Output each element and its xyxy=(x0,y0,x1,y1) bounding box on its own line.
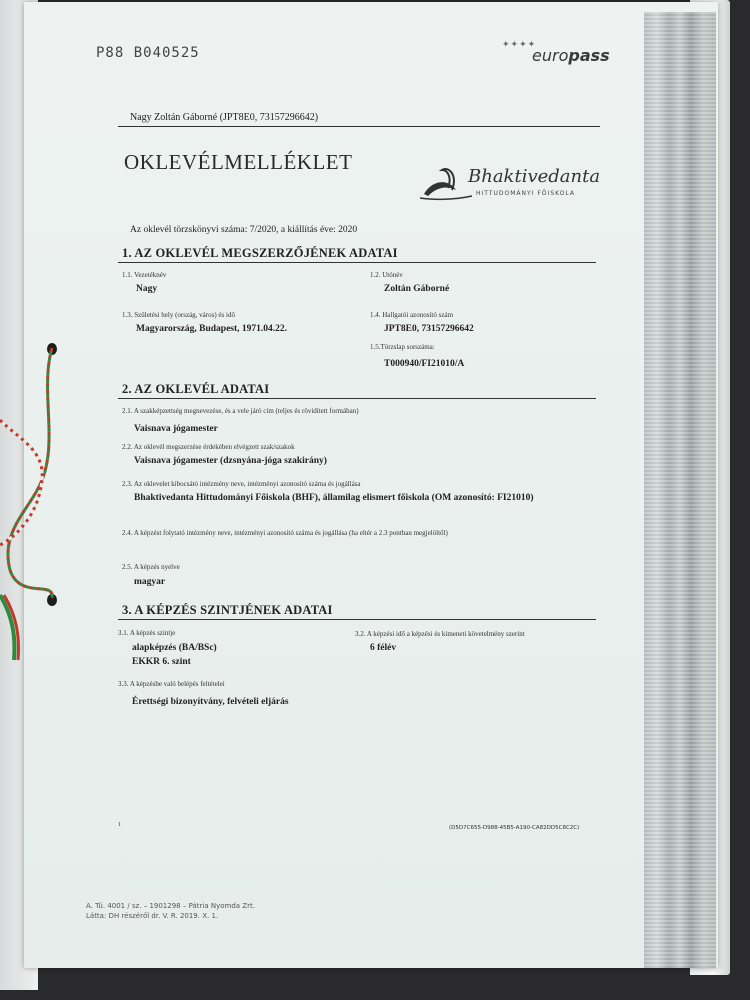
field-3-2-label: 3.2. A képzési idő a képzési és kimeneti követelmény szerint xyxy=(355,630,525,638)
field-2-3-value: Bhaktivedanta Hittudományi Főiskola (BHF), államilag elismert főiskola (OM azonosító: FI21010) xyxy=(134,493,534,503)
europass-stars-icon: ✦✦✦✦ xyxy=(502,40,537,50)
section2-divider xyxy=(118,398,596,399)
header-divider xyxy=(118,126,600,127)
field-2-4-label: 2.4. A képzést folytató intézmény neve, intézményi azonosító száma és jogállása (ha eltér a 2.3 pontban megjelöltől) xyxy=(122,529,448,537)
page-mark: 1 xyxy=(118,822,121,828)
field-3-1-value-ekkr: EKKR 6. szint xyxy=(132,657,191,667)
europass-prefix: euro xyxy=(532,46,569,65)
field-2-3-label: 2.3. Az oklevelet kibocsátó intézmény neve, intézményi azonosító száma és jogállása xyxy=(122,480,361,488)
field-3-1-label: 3.1. A képzés szintje xyxy=(118,629,176,637)
field-1-2-value: Zoltán Gáborné xyxy=(384,284,450,294)
binding-cord xyxy=(0,330,70,670)
section3-divider xyxy=(118,619,596,620)
field-3-3-value: Érettségi bizonyítvány, felvételi eljárás xyxy=(132,697,289,707)
field-3-3-label: 3.3. A képzésbe való belépés feltételei xyxy=(118,680,225,688)
field-2-2-value: Vaisnava jógamester (dzsnyána-jóga szakirány) xyxy=(134,456,327,466)
field-1-5-label: 1.5.Törzslap sorszáma: xyxy=(370,343,435,351)
security-stripe xyxy=(644,12,716,968)
section1-divider xyxy=(118,262,596,263)
printer-footer-line2: Látta: DH részéről dr. V. R. 2019. X. 1. xyxy=(86,912,219,920)
institution-logo xyxy=(418,160,601,208)
field-3-1-value-level: alapképzés (BA/BSc) xyxy=(132,643,217,653)
field-2-1-label: 2.1. A szakképzettség megnevezése, és a vele járó cím (teljes és rövidített formában) xyxy=(122,407,359,415)
field-1-4-value: JPT8E0, 73157296642 xyxy=(384,324,474,334)
field-2-1-value: Vaisnava jógamester xyxy=(134,424,218,434)
field-1-1-value: Nagy xyxy=(136,284,158,294)
serial-number: P88 B040525 xyxy=(96,45,200,61)
europass-suffix: pass xyxy=(568,46,610,65)
field-1-5-value: T000940/FI21010/A xyxy=(384,359,465,369)
section1-heading: 1. AZ OKLEVÉL MEGSZERZŐJÉNEK ADATAI xyxy=(122,246,398,260)
field-1-1-label: 1.1. Vezetéknév xyxy=(122,271,167,279)
field-1-4-label: 1.4. Hallgatói azonosító szám xyxy=(370,311,454,319)
field-1-2-label: 1.2. Utónév xyxy=(370,271,403,279)
field-2-5-value: magyar xyxy=(134,577,166,587)
section3-heading: 3. A KÉPZÉS SZINTJÉNEK ADATAI xyxy=(122,603,333,617)
field-2-2-label: 2.2. Az oklevél megszerzése érdekében elvégzett szak/szakok xyxy=(122,443,295,451)
field-3-2-value: 6 félév xyxy=(370,643,397,653)
printer-footer-line1: A. Tü. 4001 / sz. – 1901298 – Pátria Nyomda Zrt. xyxy=(86,902,255,910)
europass-logo xyxy=(502,38,612,70)
field-1-3-label: 1.3. Születési hely (ország, város) és idő xyxy=(122,311,235,319)
field-1-3-value: Magyarország, Budapest, 1971.04.22. xyxy=(136,324,288,334)
document-hash-code: (D5D7C655-D988-45B5-A190-CA82DD5C8C2C) xyxy=(449,825,580,831)
swan-icon xyxy=(418,160,474,204)
document-title: OKLEVÉLMELLÉKLET xyxy=(124,150,353,174)
holder-line: Nagy Zoltán Gáborné (JPT8E0, 73157296642) xyxy=(130,112,319,123)
registry-line: Az oklevél törzskönyvi száma: 7/2020, a kiállítás éve: 2020 xyxy=(130,225,358,235)
section2-heading: 2. AZ OKLEVÉL ADATAI xyxy=(122,382,270,396)
institution-logo-subtitle: HITTUDOMÁNYI FŐISKOLA xyxy=(476,190,576,197)
field-2-5-label: 2.5. A képzés nyelve xyxy=(122,563,180,571)
institution-logo-name: Bhaktivedanta xyxy=(468,166,601,187)
